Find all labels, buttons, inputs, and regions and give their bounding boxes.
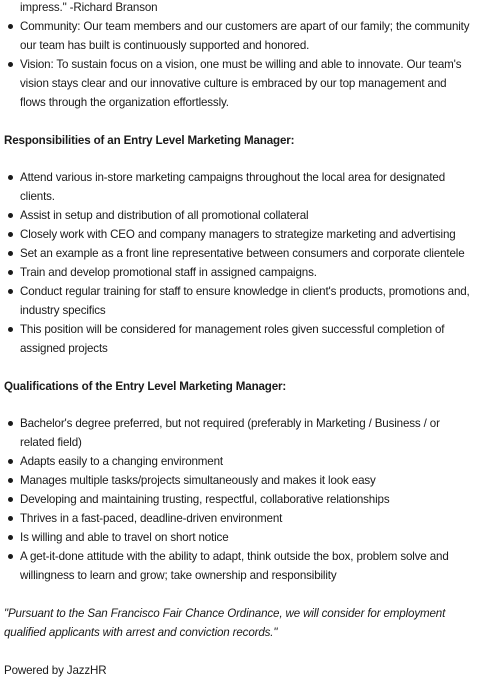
responsibilities-list [4,168,474,358]
list-item: Attend various in-store marketing campaigns throughout the local area for designated clients. [4,168,474,206]
list-item: Train and develop promotional staff in assigned campaigns. [4,263,474,282]
qualifications-list [4,414,474,585]
responsibilities-heading: Responsibilities of an Entry Level Marketing Manager: [4,134,295,147]
qualifications-heading: Qualifications of the Entry Level Marketing Manager: [4,380,287,393]
job-description [4,0,474,680]
list-item: A get-it-done attitude with the ability to adapt, think outside the box, problem solve and willingness to learn and grow; take ownership and responsibility [4,547,474,585]
list-item: Bachelor's degree preferred, but not required (preferably in Marketing / Business / or related field) [4,414,474,452]
powered-by-footer: Powered by JazzHR [4,664,107,677]
list-item: This position will be considered for management roles given successful completion of assigned projects [4,320,474,358]
list-item: Assist in setup and distribution of all promotional collateral [4,206,474,225]
list-item: Is willing and able to travel on short notice [4,528,474,547]
list-item: Vision: To sustain focus on a vision, one must be willing and able to innovate. Our team's vision stays clear and our innovative culture is embraced by our top management and flows through the organization effortlessly. [4,55,474,112]
list-item: Set an example as a front line representative between consumers and corporate clientele [4,244,474,263]
list-item: Conduct regular training for staff to ensure knowledge in client's products, promotions and, industry specifics [4,282,474,320]
list-item: impress." -Richard Branson [20,1,158,14]
fair-chance-statement: "Pursuant to the San Francisco Fair Chance Ordinance, we will consider for employment qualified applicants with arrest and conviction records." [4,607,446,639]
values-list [4,0,474,112]
list-item: Developing and maintaining trusting, respectful, collaborative relationships [4,490,474,509]
list-item: Adapts easily to a changing environment [4,452,474,471]
list-item: Thrives in a fast-paced, deadline-driven environment [4,509,474,528]
list-item: Community: Our team members and our customers are apart of our family; the community our team has built is continuously supported and honored. [4,17,474,55]
list-item: Closely work with CEO and company managers to strategize marketing and advertising [4,225,474,244]
list-item: Manages multiple tasks/projects simultaneously and makes it look easy [4,471,474,490]
